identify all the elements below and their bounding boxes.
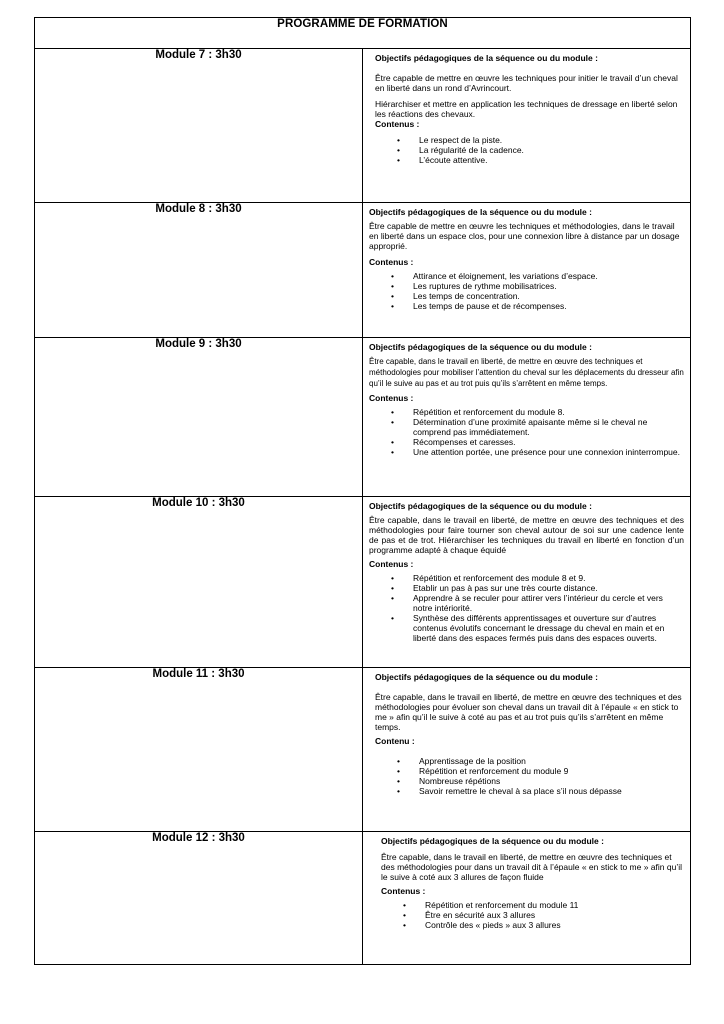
module-content <box>363 668 691 832</box>
objective-text: Être capable, dans le travail en liberté, de mettre en œuvre des techniques et des méthodologies pour faire tourner son cheval autour de soi sur une cadence lente de pas et de trot. Hiérarchiser les techniques du travail en liberté en fonction d’un programme adapté à chaque équidé <box>369 515 684 555</box>
list-item: • Apprentissage de la position <box>397 756 684 766</box>
list-item: • Être en sécurité aux 3 allures <box>403 910 684 920</box>
contents-heading: Contenus : <box>369 393 414 403</box>
module-row-7 <box>35 49 691 203</box>
contents-list <box>369 573 684 643</box>
contents-heading: Contenus : <box>381 886 426 896</box>
list-item: • Attirance et éloignement, les variations d’espace. <box>391 271 684 281</box>
module-name: Module 10 : 3h30 <box>35 497 363 668</box>
module-content <box>363 49 691 203</box>
contents-heading: Contenu : <box>375 736 415 746</box>
module-content <box>363 338 691 497</box>
list-item: • Apprendre à se reculer pour attirer vers l’intérieur du cercle et vers notre intériorité. <box>391 593 684 613</box>
list-item: • Détermination d’une proximité apaisante même si le cheval ne comprend pas immédiatement. <box>391 417 684 437</box>
module-name: Module 7 : 3h30 <box>35 49 363 203</box>
list-item: • L’écoute attentive. <box>397 155 684 165</box>
module-row-9 <box>35 338 691 497</box>
list-item: • Savoir remettre le cheval à sa place s’il nous dépasse <box>397 786 684 796</box>
module-name: Module 11 : 3h30 <box>35 668 363 832</box>
objectives-heading: Objectifs pédagogiques de la séquence ou du module : <box>381 836 604 846</box>
list-item: • Répétition et renforcement du module 8. <box>391 407 684 417</box>
list-item: • Une attention portée, une présence pour une connexion ininterrompue. <box>391 447 684 457</box>
module-content <box>363 497 691 668</box>
contents-list <box>369 271 684 311</box>
list-item: • Etablir un pas à pas sur une très courte distance. <box>391 583 684 593</box>
list-item: • Les ruptures de rythme mobilisatrices. <box>391 281 684 291</box>
objective-text: Hiérarchiser et mettre en application les techniques de dressage en liberté selon les réactions des chevaux. <box>375 99 678 119</box>
contents-heading: Contenus : <box>369 559 414 569</box>
module-row-8 <box>35 203 691 338</box>
objectives-heading: Objectifs pédagogiques de la séquence ou du module : <box>369 207 592 217</box>
contents-heading: Contenus : <box>369 257 414 267</box>
module-name: Module 12 : 3h30 <box>35 832 363 965</box>
objectives-heading: Objectifs pédagogiques de la séquence ou du module : <box>369 501 592 511</box>
objective-text: Être capable de mettre en œuvre les techniques et méthodologies, dans le travail en liberté dans un espace clos, pour une connexion libre à distance par un dosage approprié. <box>369 221 680 251</box>
list-item: • Les temps de concentration. <box>391 291 684 301</box>
module-name: Module 9 : 3h30 <box>35 338 363 497</box>
objectives-heading: Objectifs pédagogiques de la séquence ou du module : <box>369 342 592 352</box>
objectives-heading: Objectifs pédagogiques de la séquence ou du module : <box>375 672 598 682</box>
objectives-heading: Objectifs pédagogiques de la séquence ou du module : <box>375 53 598 63</box>
list-item: • Contrôle des « pieds » aux 3 allures <box>403 920 684 930</box>
contents-list <box>375 756 684 796</box>
objective-text: Être capable, dans le travail en liberté, de mettre en œuvre des techniques et des méthodologies pour évoluer son cheval dans un travail dit à l’épaule « en stick to me » afin qu’il le suive à coté au pas et au trot puis qu’ils s’arrêtent en même temps. <box>375 692 682 732</box>
contents-list <box>381 900 684 930</box>
list-item: • Récompenses et caresses. <box>391 437 684 447</box>
module-content <box>363 203 691 338</box>
training-program-table <box>34 17 691 965</box>
list-item: • La régularité de la cadence. <box>397 145 684 155</box>
list-item: • Répétition et renforcement du module 9 <box>397 766 684 776</box>
module-row-11 <box>35 668 691 832</box>
program-title: PROGRAMME DE FORMATION <box>35 18 691 49</box>
objective-text: Être capable, dans le travail en liberté, de mettre en œuvre des techniques et des méthodologies pour dans un travail dit à l’épaule « en stick to me » afin qu’il le suive à coté aux 3 allures de façon fluide <box>381 852 682 882</box>
contents-heading: Contenus : <box>375 119 420 129</box>
module-row-10 <box>35 497 691 668</box>
objective-text: Être capable, dans le travail en liberté, de mettre en œuvre des techniques et méthodologies pour mobiliser l’attention du cheval sur les déplacements du dresseur afin qu’il le suive au pas et au trot puis qu’ils s’arrêtent en même temps. <box>369 357 684 388</box>
module-content <box>363 832 691 965</box>
list-item: • Synthèse des différents apprentissages et ouverture sur d’autres contenus évolutifs concernant le dressage du cheval en main et en liberté dans des espaces fermés puis dans des espaces ouverts. <box>391 613 684 643</box>
list-item: • Répétition et renforcement des module 8 et 9. <box>391 573 684 583</box>
module-name: Module 8 : 3h30 <box>35 203 363 338</box>
objective-text: Être capable de mettre en œuvre les techniques pour initier le travail d’un cheval en liberté dans un rond d’Avrincourt. <box>375 73 678 93</box>
module-row-12 <box>35 832 691 965</box>
list-item: • Nombreuse répétions <box>397 776 684 786</box>
contents-list <box>375 135 684 165</box>
list-item: • Les temps de pause et de récompenses. <box>391 301 684 311</box>
list-item: • Répétition et renforcement du module 11 <box>403 900 684 910</box>
contents-list <box>369 407 684 457</box>
list-item: • Le respect de la piste. <box>397 135 684 145</box>
